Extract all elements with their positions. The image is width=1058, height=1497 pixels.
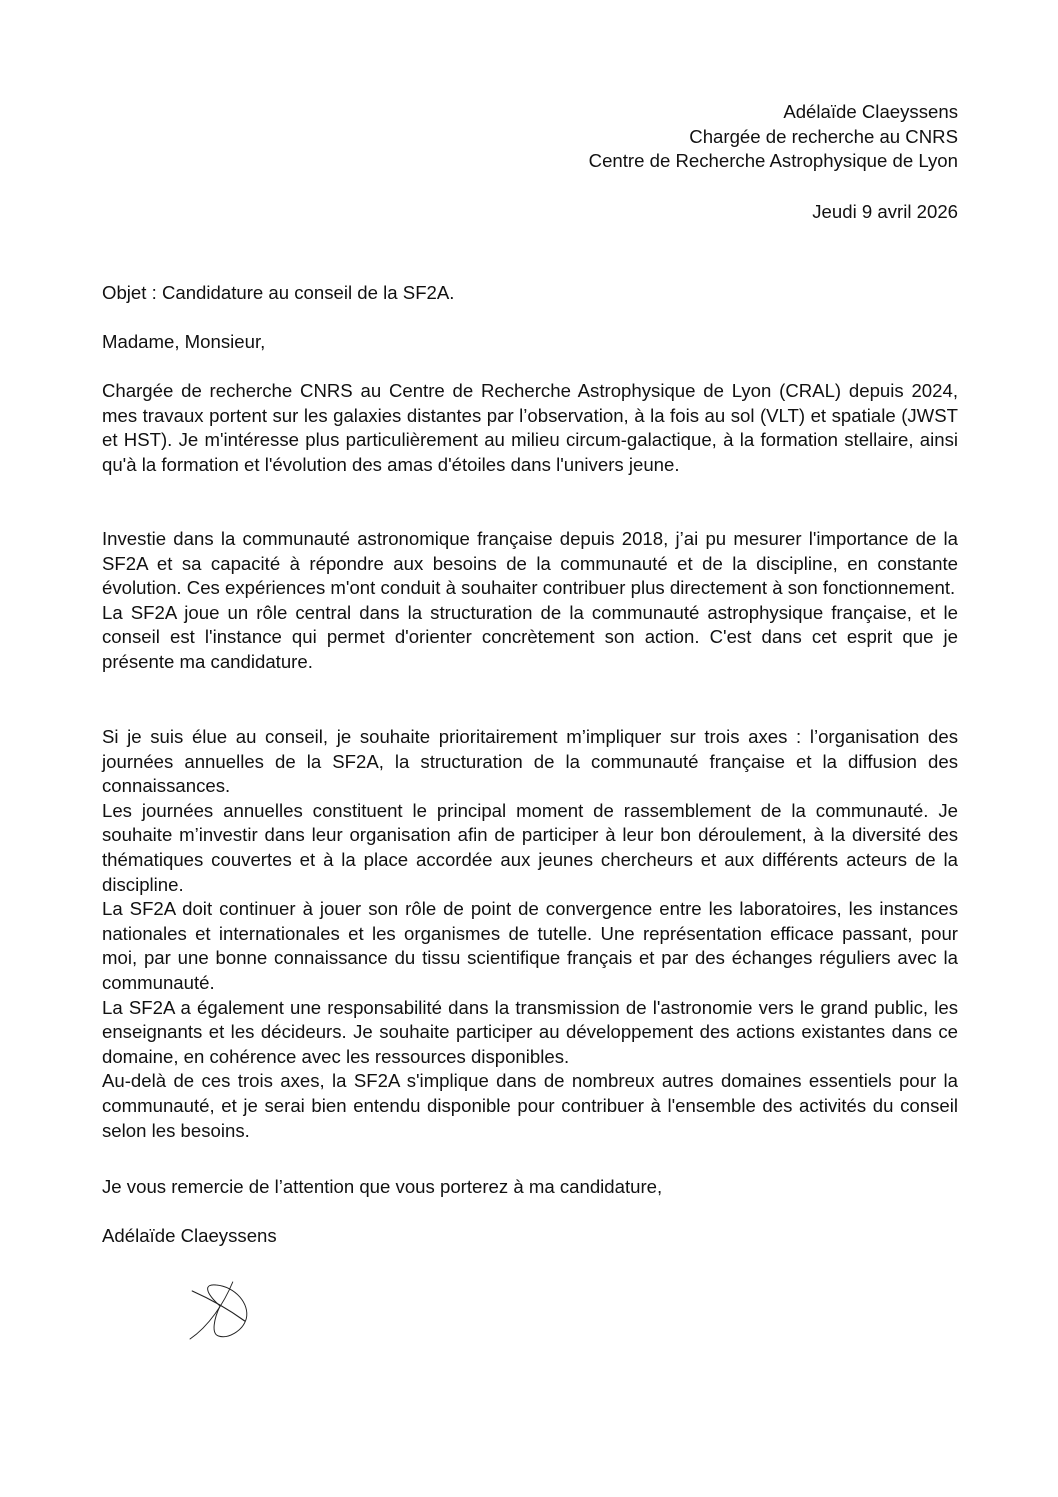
paragraph-text: Au-delà de ces trois axes, la SF2A s'implique dans de nombreux autres domaines essentiels pour la communauté, et je serai bien entendu disponible pour contribuer à l'ensemble des activités du conseil selon les besoins. <box>102 1070 958 1141</box>
paragraph-text: La SF2A joue un rôle central dans la structuration de la communauté astrophysique française, et le conseil est l'instance qui permet d'orienter concrètement son action. C'est dans cet esprit que je présente ma candidature. <box>102 601 958 672</box>
closing-line: Je vous remercie de l’attention que vous porterez à ma candidature, <box>102 1176 663 1197</box>
signoff-name: Adélaïde Claeyssens <box>102 1225 277 1246</box>
letter-object: Objet : Candidature au conseil de la SF2A. <box>102 282 455 303</box>
sender-name: Adélaïde Claeyssens <box>783 101 958 122</box>
paragraph-text: Si je suis élue au conseil, je souhaite prioritairement m’impliquer sur trois axes : l’organisation des journées annuelles de la SF2A, la structuration de la communauté française et la diffusion des connaissances. <box>102 726 958 797</box>
signature-icon <box>175 1270 265 1360</box>
sender-institution: Centre de Recherche Astrophysique de Lyon <box>588 150 958 172</box>
paragraph-axes <box>102 725 958 1143</box>
paragraph-text: La SF2A doit continuer à jouer son rôle de point de convergence entre les laboratoires, les instances nationales et internationales et les organismes de tutelle. Une représentation efficace passant, pour moi, par une bonne connaissance du tissu scientifique français et par des échanges réguliers avec la communauté. <box>102 898 958 993</box>
salutation: Madame, Monsieur, <box>102 331 266 352</box>
paragraph-text: Investie dans la communauté astronomique française depuis 2018, j’ai pu mesurer l'importance de la SF2A et sa capacité à répondre aux besoins de la communauté et de la discipline, en constante évolution. Ces expériences m'ont conduit à souhaiter contribuer plus directement à son fonctionnement. <box>102 528 958 599</box>
sender-block <box>589 100 958 174</box>
paragraph-motivation <box>102 527 958 675</box>
sender-title: Chargée de recherche au CNRS <box>689 125 958 147</box>
letter-date: Jeudi 9 avril 2026 <box>812 201 958 222</box>
paragraph-text: Les journées annuelles constituent le principal moment de rassemblement de la communauté. Je souhaite m’investir dans leur organisation afin de participer à leur bon déroulement, à la diversité des thématiques couvertes et à la place accordée aux jeunes chercheurs et aux différents acteurs de la discipline. <box>102 799 958 895</box>
paragraph-text: La SF2A a également une responsabilité dans la transmission de l'astronomie vers le grand public, les enseignants et les décideurs. Je souhaite participer au développement des actions existantes dans ce domaine, en cohérence avec les ressources disponibles. <box>102 996 958 1067</box>
paragraph-text: Chargée de recherche CNRS au Centre de Recherche Astrophysique de Lyon (CRAL) depuis 2024, mes travaux portent sur les galaxies distantes par l’observation, à la fois au sol (VLT) et spatiale (JWST et HST). Je m'intéresse plus particulièrement au milieu circum-galactique, à la formation stellaire, ainsi qu'à la formation et l'évolution des amas d'étoiles dans l'univers jeune. <box>102 380 958 475</box>
paragraph-research <box>102 379 958 477</box>
